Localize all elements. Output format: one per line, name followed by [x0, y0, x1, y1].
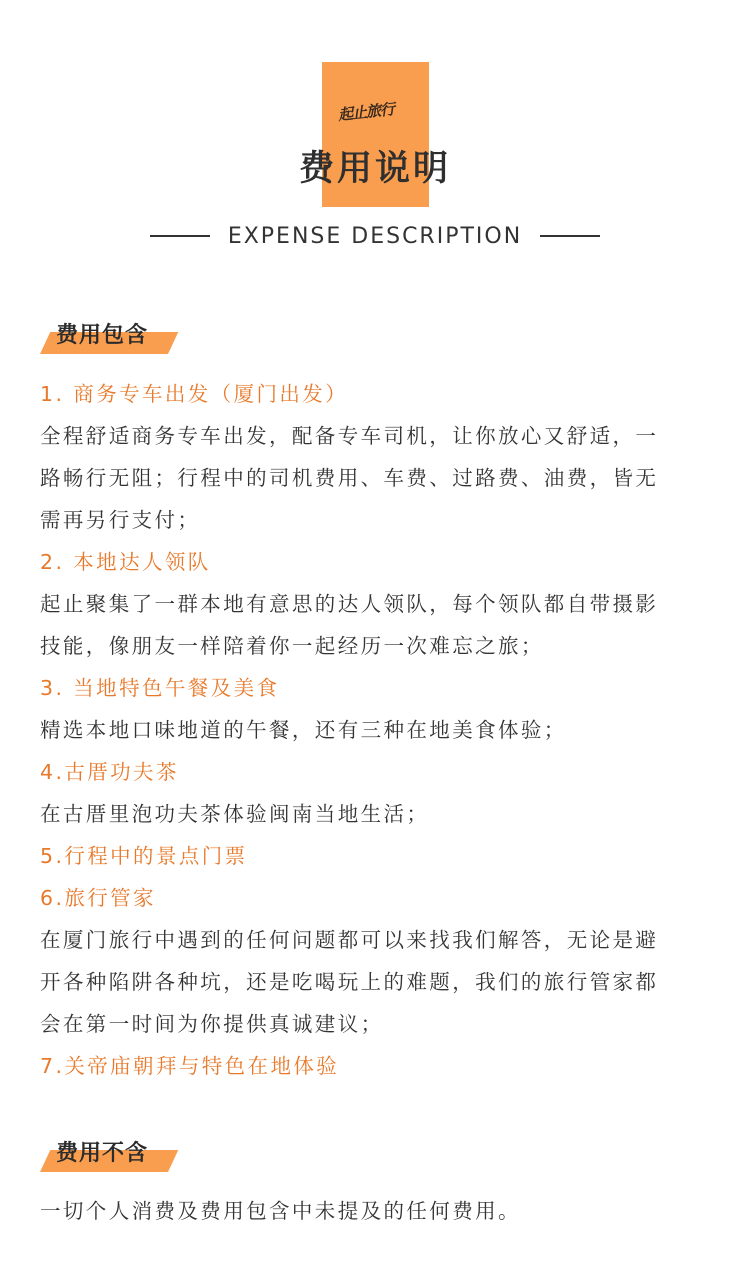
divider-right	[540, 235, 600, 237]
page-subtitle: EXPENSE DESCRIPTION	[227, 223, 523, 249]
item-heading: 5.行程中的景点门票	[40, 844, 248, 868]
item-text: 会在第一时间为你提供真诚建议；	[40, 1012, 384, 1036]
item-text: 在古厝里泡功夫茶体验闽南当地生活；	[40, 802, 430, 826]
section-tag-included	[40, 320, 168, 354]
item-text: 起止聚集了一群本地有意思的达人领队，每个领队都自带摄影	[40, 592, 659, 616]
item-text: 在厦门旅行中遇到的任何问题都可以来找我们解答，无论是避	[40, 928, 659, 952]
section-included-content	[40, 373, 712, 1087]
section-tag-excluded	[40, 1138, 168, 1172]
subtitle-row	[0, 221, 750, 251]
section-excluded-content	[40, 1190, 712, 1232]
item-text: 需再另行支付；	[40, 508, 201, 532]
section-tag-label: 费用不含	[56, 1141, 149, 1166]
item-heading: 4.古厝功夫茶	[40, 760, 179, 784]
divider-left	[150, 235, 210, 237]
item-text: 精选本地口味地道的午餐，还有三种在地美食体验；	[40, 718, 567, 742]
brand-logo: 起止旅行	[337, 100, 395, 124]
item-text: 一切个人消费及费用包含中未提及的任何费用。	[40, 1199, 521, 1223]
item-heading: 6.旅行管家	[40, 886, 156, 910]
item-heading: 3. 当地特色午餐及美食	[40, 676, 280, 700]
item-heading: 1. 商务专车出发（厦门出发）	[40, 382, 349, 406]
page-title: 费用说明	[298, 149, 451, 189]
item-text: 全程舒适商务专车出发，配备专车司机，让你放心又舒适，一	[40, 424, 659, 448]
item-text: 开各种陷阱各种坑，还是吃喝玩上的难题，我们的旅行管家都	[40, 970, 659, 994]
item-text: 路畅行无阻；行程中的司机费用、车费、过路费、油费，皆无	[40, 466, 659, 490]
section-tag-label: 费用包含	[56, 323, 149, 348]
item-heading: 2. 本地达人领队	[40, 550, 211, 574]
item-text: 技能，像朋友一样陪着你一起经历一次难忘之旅；	[40, 634, 544, 658]
item-heading: 7.关帝庙朝拜与特色在地体验	[40, 1054, 340, 1078]
